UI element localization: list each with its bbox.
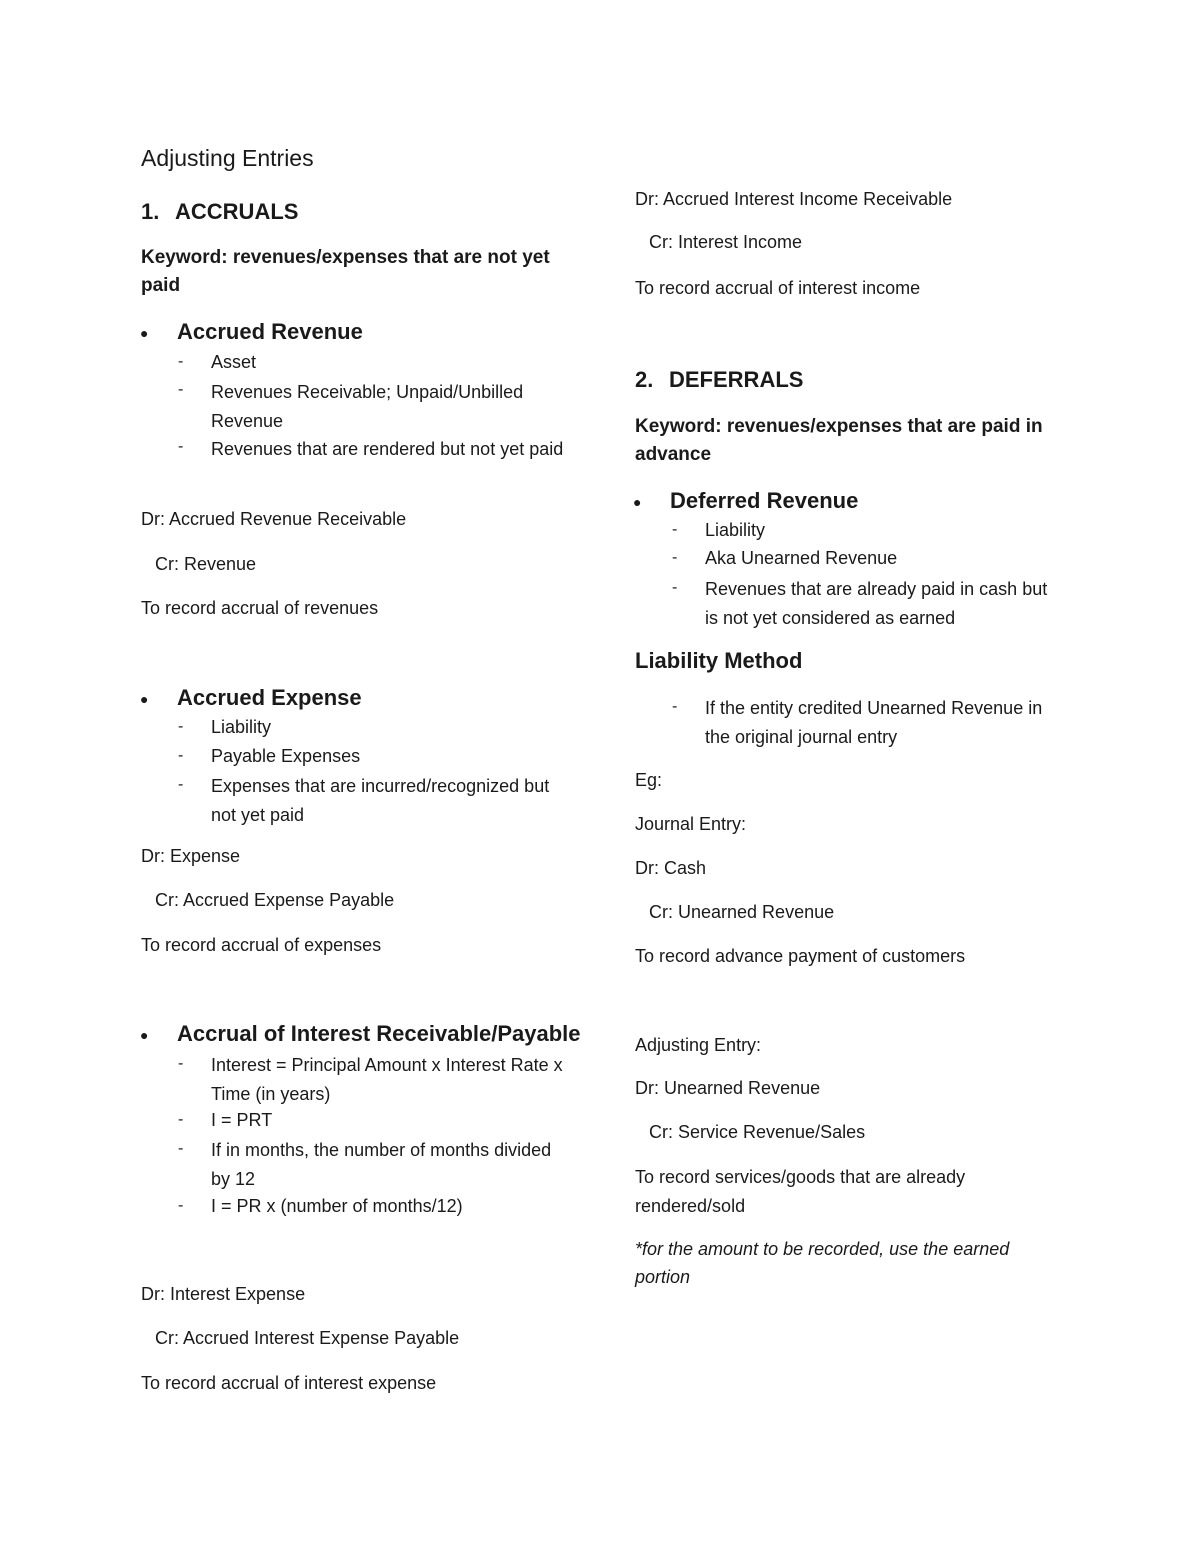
accrued-expense-heading: Accrued Expense: [177, 685, 362, 710]
dash-icon: -: [178, 718, 184, 735]
accruals-heading: [141, 199, 298, 225]
journal-debit: Dr: Accrued Revenue Receivable: [141, 509, 407, 529]
journal-credit: Cr: Accrued Interest Expense Payable: [155, 1328, 460, 1348]
footnote: *for the amount to be recorded, use the earned portion: [635, 1239, 1010, 1287]
dash-icon: -: [178, 438, 184, 455]
list-item: Revenues that are already paid in cash but is not yet considered as earned: [705, 579, 1048, 628]
list-item: Asset: [211, 352, 257, 372]
journal-debit: Dr: Accrued Interest Income Receivable: [635, 189, 953, 209]
dash-icon: -: [672, 521, 678, 538]
journal-note: To record advance payment of customers: [635, 946, 966, 966]
list-item: Liability: [705, 520, 766, 540]
list-item: Revenues that are rendered but not yet paid: [211, 439, 564, 459]
list-item: Expenses that are incurred/recognized but not yet paid: [211, 776, 550, 825]
journal-note: To record accrual of revenues: [141, 598, 379, 618]
journal-debit: Dr: Expense: [141, 846, 241, 866]
accrued-revenue-heading: Accrued Revenue: [177, 319, 363, 344]
list-item: Liability: [211, 717, 272, 737]
dash-icon: -: [178, 776, 184, 793]
journal-credit: Cr: Accrued Expense Payable: [155, 890, 395, 910]
deferrals-number: 2.: [635, 367, 654, 392]
bullet-icon: ●: [140, 691, 149, 707]
journal-credit: Cr: Revenue: [155, 554, 257, 574]
example-label: Eg:: [635, 770, 663, 790]
journal-entry-label: Journal Entry:: [635, 814, 747, 834]
liability-method-heading: Liability Method: [635, 648, 803, 673]
list-item: Aka Unearned Revenue: [705, 548, 898, 568]
deferred-revenue-heading: Deferred Revenue: [670, 488, 859, 513]
journal-credit: Cr: Service Revenue/Sales: [649, 1122, 866, 1142]
journal-credit: Cr: Interest Income: [649, 232, 803, 252]
journal-debit: Dr: Cash: [635, 858, 707, 878]
list-item: Interest = Principal Amount x Interest Rate x Time (in years): [211, 1055, 563, 1104]
interest-heading: Accrual of Interest Receivable/Payable: [177, 1021, 581, 1046]
journal-debit: Dr: Unearned Revenue: [635, 1078, 821, 1098]
dash-icon: -: [178, 381, 184, 398]
dash-icon: -: [178, 1140, 184, 1157]
deferrals-heading-text: DEFERRALS: [669, 367, 804, 392]
bullet-icon: ●: [140, 1027, 149, 1043]
dash-icon: -: [178, 1111, 184, 1128]
dash-icon: -: [178, 1055, 184, 1072]
dash-icon: -: [178, 747, 184, 764]
accruals-number: 1.: [141, 199, 160, 224]
journal-debit: Dr: Interest Expense: [141, 1284, 306, 1304]
list-item: If the entity credited Unearned Revenue in the original journal entry: [705, 698, 1043, 747]
list-item: I = PR x (number of months/12): [211, 1196, 463, 1216]
list-item: Revenues Receivable; Unpaid/Unbilled Revenue: [211, 382, 524, 431]
dash-icon: -: [178, 353, 184, 370]
journal-note: To record accrual of interest income: [635, 278, 921, 298]
journal-note: To record services/goods that are already rendered/sold: [635, 1167, 966, 1216]
accruals-keyword: Keyword: revenues/expenses that are not yet paid: [141, 247, 550, 296]
journal-credit: Cr: Unearned Revenue: [649, 902, 835, 922]
journal-note: To record accrual of expenses: [141, 935, 382, 955]
adjusting-entry-label: Adjusting Entry:: [635, 1035, 762, 1055]
list-item: Payable Expenses: [211, 746, 361, 766]
deferrals-heading: [635, 367, 803, 393]
journal-note: To record accrual of interest expense: [141, 1373, 437, 1393]
page-title: Adjusting Entries: [141, 145, 314, 171]
bullet-icon: ●: [633, 494, 642, 510]
deferrals-keyword: Keyword: revenues/expenses that are paid in advance: [635, 416, 1043, 465]
list-item: I = PRT: [211, 1110, 273, 1130]
dash-icon: -: [178, 1197, 184, 1214]
accruals-heading-text: ACCRUALS: [175, 199, 299, 224]
dash-icon: -: [672, 549, 678, 566]
bullet-icon: ●: [140, 325, 149, 341]
dash-icon: -: [672, 579, 678, 596]
list-item: If in months, the number of months divided by 12: [211, 1140, 552, 1189]
dash-icon: -: [672, 698, 678, 715]
